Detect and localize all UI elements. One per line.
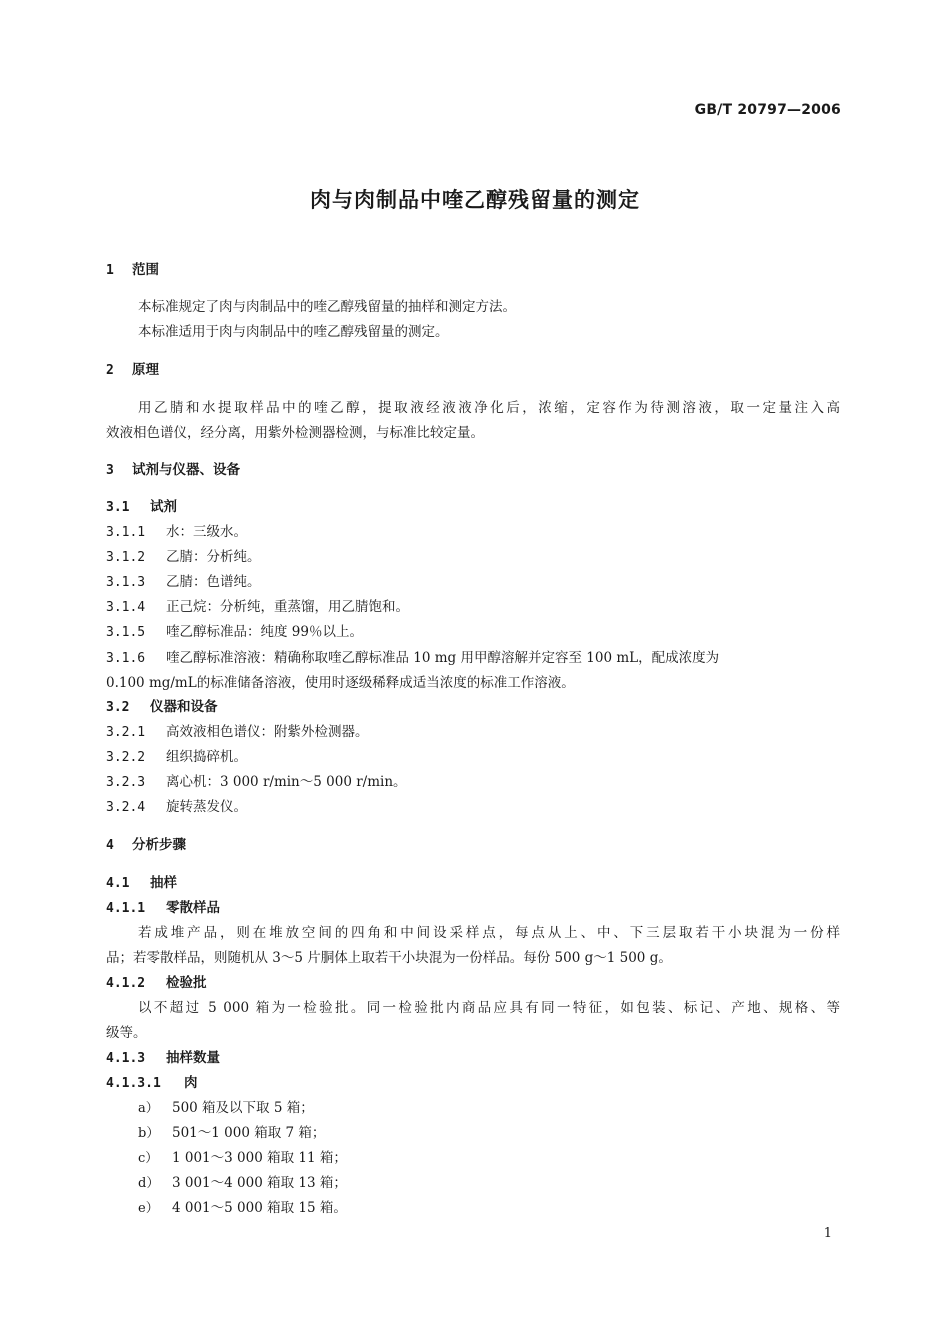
page-number: 1 xyxy=(823,1226,832,1241)
section-number: 3.1 xyxy=(106,500,130,515)
clause-text: 正己烷：分析纯，重蒸馏，用乙腈饱和。 xyxy=(166,599,409,615)
section-number: 4.1.3 xyxy=(106,1051,146,1066)
list-item xyxy=(138,1148,872,1169)
clause-3-1-1 xyxy=(106,522,840,543)
subsection-4-1-2-heading xyxy=(106,973,840,994)
paragraph-line: 用乙腈和水提取样品中的喹乙醇，提取液经液液净化后，浓缩，定容作为待测溶液，取一定量注入高 xyxy=(138,400,840,416)
section-title: 分析步骤 xyxy=(132,837,186,853)
list-text: 4 001～5 000 箱取 15 箱。 xyxy=(172,1200,347,1216)
clause-text: 喹乙醇标准溶液：精确称取喹乙醇标准品 10 mg 用甲醇溶解并定容至 100 mL，配成浓度为 xyxy=(166,650,720,666)
list-text: 1 001～3 000 箱取 11 箱； xyxy=(172,1150,347,1166)
section-1-heading xyxy=(106,260,840,281)
clause-text: 喹乙醇标准品：纯度 99％以上。 xyxy=(166,624,363,640)
list-label: b） xyxy=(138,1126,160,1141)
list-item xyxy=(138,1098,872,1119)
section-4-heading xyxy=(106,835,840,856)
clause-3-1-6 xyxy=(106,648,840,669)
standard-code: GB/T 20797—2006 xyxy=(694,102,841,118)
paragraph: 本标准规定了肉与肉制品中的喹乙醇残留量的抽样和测定方法。 xyxy=(138,299,516,315)
clause-text: 离心机：3 000 r/min～5 000 r/min。 xyxy=(166,774,407,790)
section-title: 肉 xyxy=(184,1075,198,1091)
section-number: 4.1.2 xyxy=(106,976,146,991)
clause-text: 高效液相色谱仪：附紫外检测器。 xyxy=(166,724,369,740)
section-number: 4.1 xyxy=(106,876,130,891)
clause-text: 乙腈：分析纯。 xyxy=(166,549,261,565)
section-number: 3 xyxy=(106,463,114,478)
section-number: 4.1.1 xyxy=(106,901,146,916)
subsection-4-1-3-heading xyxy=(106,1048,840,1069)
section-title: 抽样数量 xyxy=(166,1050,220,1066)
list-text: 500 箱及以下取 5 箱； xyxy=(172,1100,314,1116)
paragraph: 本标准适用于肉与肉制品中的喹乙醇残留量的测定。 xyxy=(138,324,449,340)
paragraph-line: 级等。 xyxy=(106,1025,147,1041)
clause-number: 3.1.1 xyxy=(106,525,146,540)
clause-text: 旋转蒸发仪。 xyxy=(166,799,247,815)
section-3-heading xyxy=(106,460,840,481)
section-title: 试剂与仪器、设备 xyxy=(132,462,240,478)
clause-text: 乙腈：色谱纯。 xyxy=(166,574,261,590)
clause-number: 3.1.2 xyxy=(106,550,146,565)
clause-number: 3.1.5 xyxy=(106,625,146,640)
section-2-heading xyxy=(106,360,840,381)
clause-number: 3.1.6 xyxy=(106,651,146,666)
section-number: 1 xyxy=(106,263,114,278)
section-title: 抽样 xyxy=(150,875,177,891)
section-title: 范围 xyxy=(132,262,159,278)
subsection-3-2-heading xyxy=(106,697,840,718)
clause-3-2-3 xyxy=(106,772,840,793)
clause-number: 3.2.4 xyxy=(106,800,146,815)
section-title: 仪器和设备 xyxy=(150,699,218,715)
clause-3-1-4 xyxy=(106,597,840,618)
clause-text: 组织捣碎机。 xyxy=(166,749,247,765)
subsection-4-1-3-1-heading xyxy=(106,1073,840,1094)
list-item xyxy=(138,1173,872,1194)
section-title: 原理 xyxy=(132,362,159,378)
clause-number: 3.2.2 xyxy=(106,750,146,765)
clause-number: 3.1.3 xyxy=(106,575,146,590)
paragraph-line: 若成堆产品，则在堆放空间的四角和中间设采样点，每点从上、中、下三层取若干小块混为一份样 xyxy=(138,925,840,941)
clause-3-2-2 xyxy=(106,747,840,768)
section-number: 4.1.3.1 xyxy=(106,1076,161,1091)
section-title: 试剂 xyxy=(150,499,177,515)
clause-3-2-4 xyxy=(106,797,840,818)
section-number: 4 xyxy=(106,838,114,853)
clause-number: 3.2.1 xyxy=(106,725,146,740)
list-label: d） xyxy=(138,1176,160,1191)
subsection-3-1-heading xyxy=(106,497,840,518)
subsection-4-1-heading xyxy=(106,873,840,894)
section-title: 零散样品 xyxy=(166,900,220,916)
clause-3-1-5 xyxy=(106,622,840,643)
paragraph-line: 效液相色谱仪，经分离，用紫外检测器检测，与标准比较定量。 xyxy=(106,425,484,441)
clause-text: 水：三级水。 xyxy=(166,524,247,540)
clause-number: 3.2.3 xyxy=(106,775,146,790)
paragraph-line: 以不超过 5 000 箱为一检验批。同一检验批内商品应具有同一特征，如包装、标记、产地、规格、等 xyxy=(138,1000,840,1016)
document-title: 肉与肉制品中喹乙醇残留量的测定 xyxy=(310,188,640,212)
clause-3-2-1 xyxy=(106,722,840,743)
section-title: 检验批 xyxy=(166,975,207,991)
list-text: 3 001～4 000 箱取 13 箱； xyxy=(172,1175,347,1191)
clause-3-1-6-continued: 0.100 mg/mL的标准储备溶液，使用时逐级稀释成适当浓度的标准工作溶液。 xyxy=(106,675,575,691)
clause-3-1-3 xyxy=(106,572,840,593)
list-label: a） xyxy=(138,1101,159,1116)
clause-3-1-2 xyxy=(106,547,840,568)
list-item xyxy=(138,1123,872,1144)
section-number: 3.2 xyxy=(106,700,130,715)
subsection-4-1-1-heading xyxy=(106,898,840,919)
paragraph-line: 品；若零散样品，则随机从 3～5 片胴体上取若干小块混为一份样品。每份 500 g～1 500 g。 xyxy=(106,950,672,966)
list-text: 501～1 000 箱取 7 箱； xyxy=(172,1125,326,1141)
list-item xyxy=(138,1198,872,1219)
clause-number: 3.1.4 xyxy=(106,600,146,615)
section-number: 2 xyxy=(106,363,114,378)
list-label: c） xyxy=(138,1151,159,1166)
list-label: e） xyxy=(138,1201,159,1216)
